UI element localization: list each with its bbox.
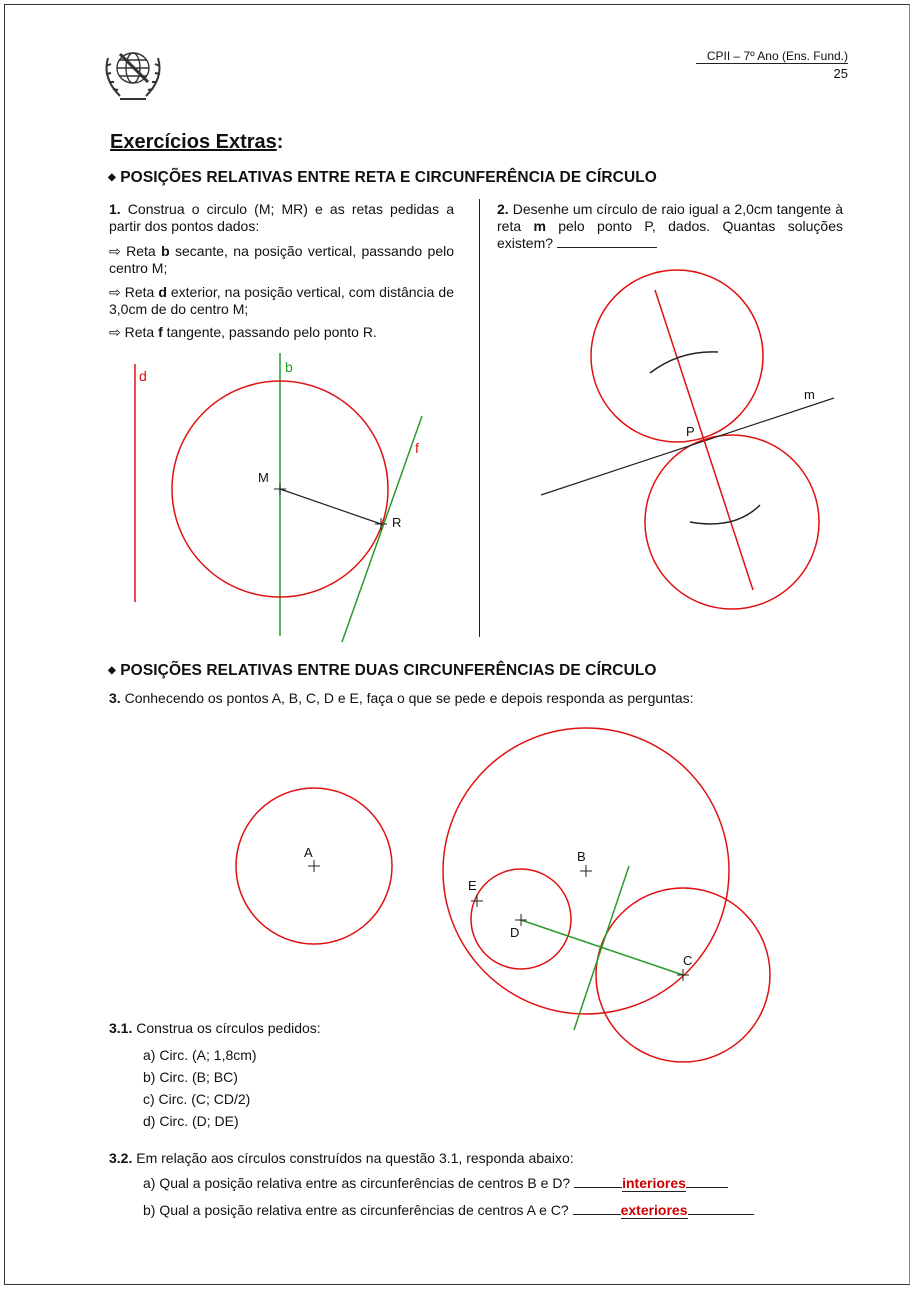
- question-number: 3.1.: [109, 1020, 133, 1036]
- arrow-icon: ⇨: [109, 284, 121, 300]
- line-f: [342, 416, 422, 642]
- answer-text[interactable]: exteriores: [620, 1202, 688, 1218]
- title-text: Exercícios Extras: [110, 131, 277, 153]
- question-3-2: [109, 1150, 574, 1167]
- figure-q1: [135, 353, 422, 642]
- label-b: B: [577, 849, 586, 864]
- label-d: d: [139, 368, 147, 384]
- arc-mark-upper: [650, 352, 718, 373]
- page-number: 25: [833, 66, 848, 81]
- list-item: b) Circ. (B; BC): [143, 1069, 238, 1085]
- label-a: A: [304, 845, 313, 860]
- question-text: Em relação aos círculos construídos na questão 3.1, responda abaixo:: [136, 1150, 574, 1166]
- question-number: 1.: [109, 201, 121, 217]
- question-number: 2.: [497, 201, 509, 217]
- answer-blank: [688, 1202, 754, 1215]
- question-3-2-b: [143, 1202, 754, 1219]
- list-item: c) Circ. (C; CD/2): [143, 1091, 251, 1107]
- course-header: CPII – 7º Ano (Ens. Fund.): [706, 49, 848, 63]
- question-3-1: [109, 1020, 321, 1037]
- figure-q2: [541, 270, 834, 609]
- question-3-text: [109, 690, 809, 707]
- perpendicular-line: [655, 290, 753, 590]
- arrow-icon: ⇨: [109, 243, 121, 259]
- line-name: b: [161, 243, 170, 259]
- item-text: Reta: [124, 324, 155, 340]
- list-item: d) Circ. (D; DE): [143, 1113, 239, 1129]
- label-p: P: [686, 424, 695, 439]
- line-m: [541, 398, 834, 495]
- label-e: E: [468, 878, 477, 893]
- line-name: f: [158, 324, 163, 340]
- answer-blank: [574, 1175, 622, 1188]
- question-number: 3.: [109, 690, 121, 706]
- item-text: secante, na posição vertical, passando pelo centro M;: [109, 243, 455, 276]
- radius-mr: [280, 489, 381, 524]
- label-r: R: [392, 515, 402, 530]
- label-f: f: [415, 440, 419, 456]
- line-name: d: [158, 284, 167, 300]
- item-text: tangente, passando pelo ponto R.: [166, 324, 377, 340]
- item-text: exterior, na posição vertical, com distância de 3,0cm de do centro M;: [109, 284, 454, 317]
- point-m-mark: [274, 483, 286, 495]
- label-m: m: [804, 387, 815, 402]
- section-heading-two-circles: [108, 662, 657, 680]
- section-heading-text: POSIÇÕES RELATIVAS ENTRE DUAS CIRCUNFERÊNCIAS DE CÍRCULO: [120, 662, 657, 679]
- answer-blank: [573, 1202, 621, 1215]
- question-text: Construa os círculos pedidos:: [136, 1020, 321, 1036]
- list-item: a) Circ. (A; 1,8cm): [143, 1047, 257, 1063]
- arc-mark-lower: [690, 505, 760, 524]
- question-text: pelo ponto P, dados. Quantas soluções existem?: [497, 218, 843, 251]
- label-c: C: [683, 953, 693, 968]
- question-text: Conhecendo os pontos A, B, C, D e E, faça o que se pede e depois responda as perguntas:: [124, 690, 694, 706]
- label-d: D: [510, 925, 520, 940]
- question-text: a) Qual a posição relativa entre as circunferências de centros B e D?: [143, 1175, 571, 1191]
- point-a-mark: [308, 860, 320, 872]
- question-text: Construa o circulo (M; MR) e as retas pedidas a partir dos pontos dados:: [109, 201, 454, 234]
- answer-text[interactable]: interiores: [622, 1175, 686, 1191]
- label-m: M: [258, 470, 269, 485]
- answer-blank: [686, 1175, 728, 1188]
- question-text: Desenhe um círculo de raio igual a 2,0cm tangente à reta: [497, 201, 844, 234]
- diamond-bullet-icon: ◆: [108, 172, 116, 183]
- point-b-mark: [580, 865, 592, 877]
- title-colon: :: [276, 131, 284, 153]
- item-text: Reta: [126, 243, 156, 259]
- question-number: 3.2.: [109, 1150, 133, 1166]
- diamond-bullet-icon: ◆: [108, 665, 116, 676]
- figure-q3: [236, 728, 770, 1062]
- line-name: m: [533, 218, 546, 234]
- section-heading-text: POSIÇÕES RELATIVAS ENTRE RETA E CIRCUNFERÊNCIA DE CÍRCULO: [120, 169, 657, 186]
- arrow-icon: ⇨: [109, 324, 121, 340]
- question-3-2-a: [143, 1175, 728, 1192]
- label-b: b: [285, 359, 293, 375]
- item-text: Reta: [124, 284, 155, 300]
- question-text: b) Qual a posição relativa entre as circunferências de centros A e C?: [143, 1202, 569, 1218]
